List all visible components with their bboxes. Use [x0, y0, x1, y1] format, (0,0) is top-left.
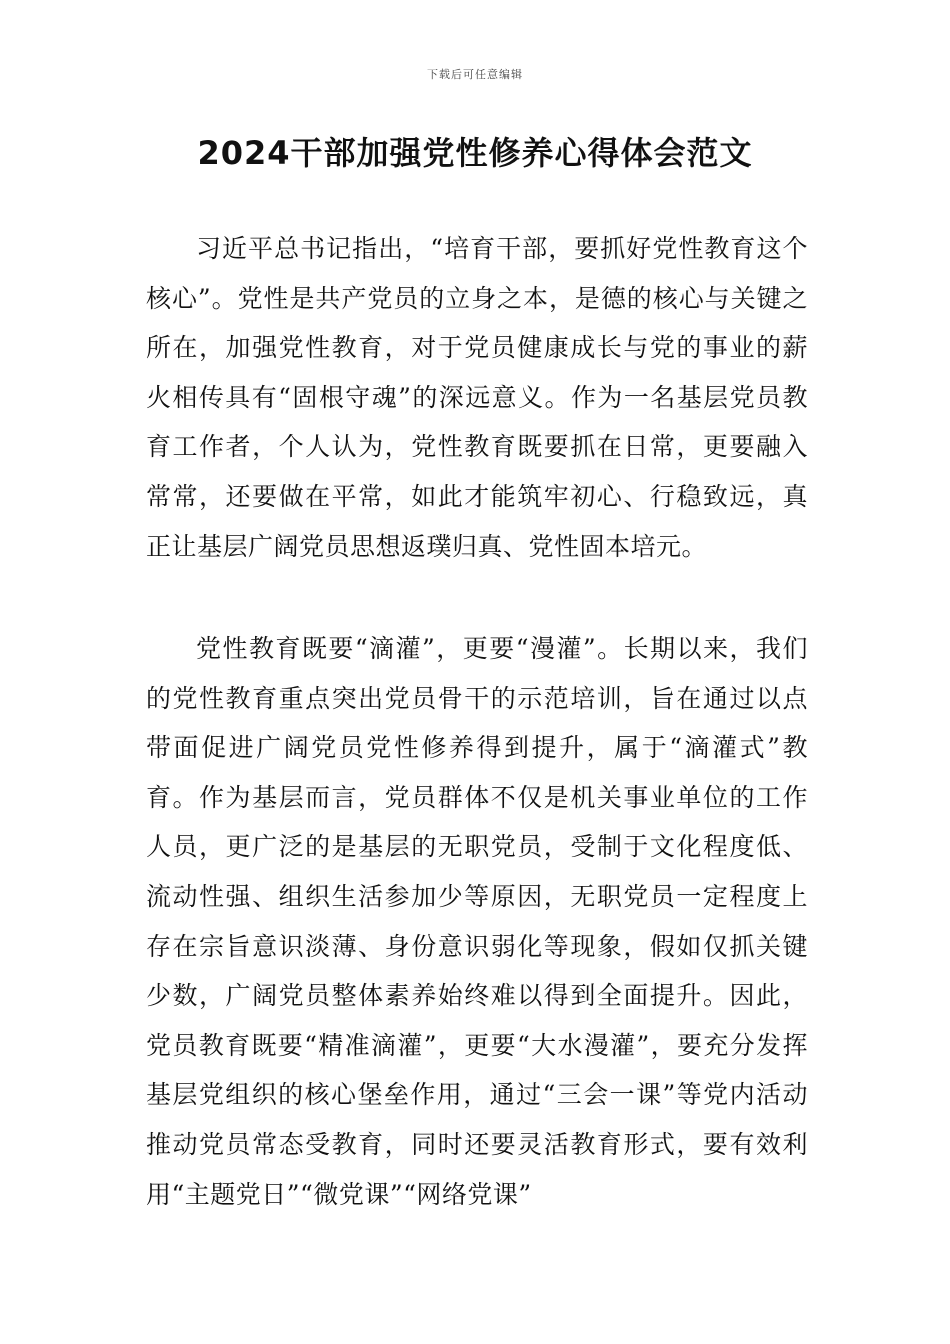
- document-title: 2024干部加强党性修养心得体会范文: [197, 134, 753, 172]
- header-note: 下载后可任意编辑: [427, 68, 523, 81]
- body-paragraph-2: 党性教育既要“滴灌”，更要“漫灌”。长期以来，我们的党性教育重点突出党员骨干的示范培训，旨在通过以点带面促进广阔党员党性修养得到提升，属于“滴灌式”教育。作为基层而言，党员群体不仅是机关事业单位的工作人员，更广泛的是基层的无职党员，受制于文化程度低、流动性强、组织生活参加少等原因，无职党员一定程度上存在宗旨意识淡薄、身份意识弱化等现象，假如仅抓关键少数，广阔党员整体素养始终难以得到全面提升。因此，党员教育既要“精准滴灌”，更要“大水漫灌”，要充分发挥基层党组织的核心堡垒作用，通过“三会一课”等党内活动推动党员常态受教育，同时还要灵活教育形式，要有效利用“主题党日”“微党课”“网络党课”: [146, 634, 808, 1209]
- body-paragraph-1: 习近平总书记指出，“培育干部，要抓好党性教育这个核心”。党性是共产党员的立身之本，是德的核心与关键之所在，加强党性教育，对于党员健康成长与党的事业的薪火相传具有“固根守魂”的深远意义。作为一名基层党员教育工作者，个人认为，党性教育既要抓在日常，更要融入常常，还要做在平常，如此才能筑牢初心、行稳致远，真正让基层广阔党员思想返璞归真、党性固本培元。: [146, 234, 808, 561]
